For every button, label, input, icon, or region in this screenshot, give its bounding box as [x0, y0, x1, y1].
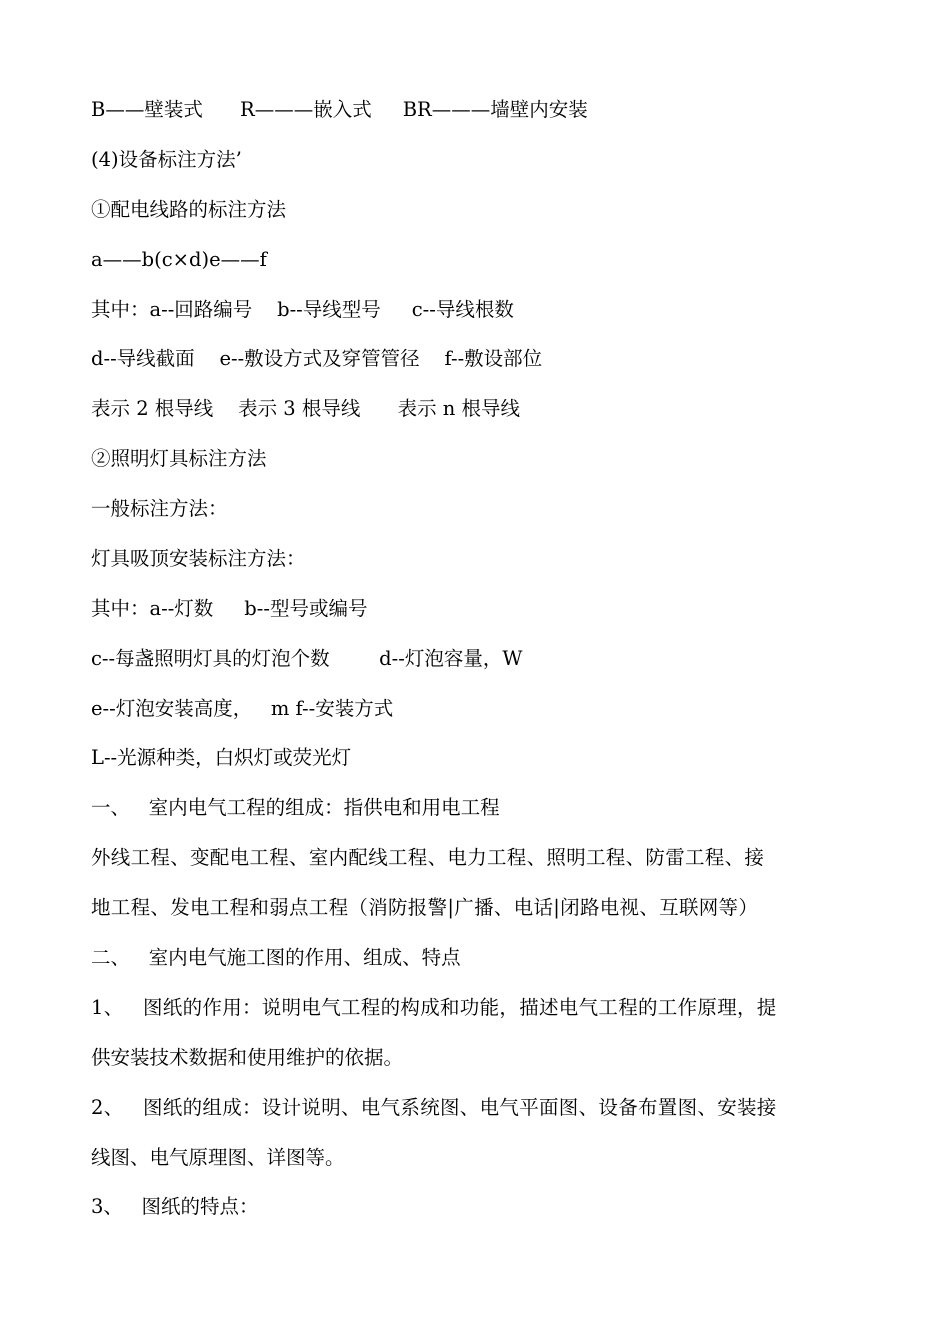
subsection-distribution-line-labeling: ①配电线路的标注方法 — [91, 198, 287, 221]
lighting-legend-line-3: e--灯泡安装高度， m f--安装方式 — [91, 697, 394, 720]
paragraph-engineering-list-line-1: 外线工程、变配电工程、室内配线工程、电力工程、照明工程、防雷工程、接 — [91, 846, 765, 869]
distribution-line-formula: a——b(c×d)e——f — [91, 248, 267, 271]
section-equipment-labeling: (4)设备标注方法’ — [91, 148, 242, 171]
formula-legend-line-1: 其中：a--回路编号 b--导线型号 c--导线根数 — [91, 298, 514, 321]
item-2-line-2: 线图、电气原理图、详图等。 — [91, 1146, 345, 1169]
paragraph-engineering-list-line-2: 地工程、发电工程和弱点工程（消防报警|广播、电话|闭路电视、互联网等） — [91, 896, 759, 919]
lighting-legend-line-2: c--每盏照明灯具的灯泡个数 d--灯泡容量，W — [91, 647, 523, 670]
wire-count-line: 表示 2 根导线 表示 3 根导线 表示 n 根导线 — [91, 397, 521, 420]
item-3-line-1: 3、 图纸的特点： — [91, 1195, 259, 1218]
lighting-legend-line-4: L--光源种类，白炽灯或荧光灯 — [91, 746, 352, 769]
formula-legend-line-2: d--导线截面 e--敷设方式及穿管管径 f--敷设部位 — [91, 347, 543, 370]
heading-part-two: 二、 室内电气施工图的作用、组成、特点 — [91, 946, 461, 969]
general-labeling-line: 一般标注方法： — [91, 497, 228, 520]
item-1-line-1: 1、 图纸的作用：说明电气工程的构成和功能，描述电气工程的工作原理，提 — [91, 996, 777, 1019]
item-1-line-2: 供安装技术数据和使用维护的依据。 — [91, 1046, 404, 1069]
lighting-legend-line-1: 其中：a--灯数 b--型号或编号 — [91, 597, 368, 620]
item-2-line-1: 2、 图纸的组成：设计说明、电气系统图、电气平面图、设备布置图、安装接 — [91, 1096, 777, 1119]
heading-part-one: 一、 室内电气工程的组成：指供电和用电工程 — [91, 796, 500, 819]
mounting-types-line: B——壁装式 R———嵌入式 BR———墙壁内安装 — [91, 98, 588, 121]
subsection-lighting-labeling: ②照明灯具标注方法 — [91, 447, 267, 470]
ceiling-mount-labeling-line: 灯具吸顶安装标注方法： — [91, 547, 306, 570]
